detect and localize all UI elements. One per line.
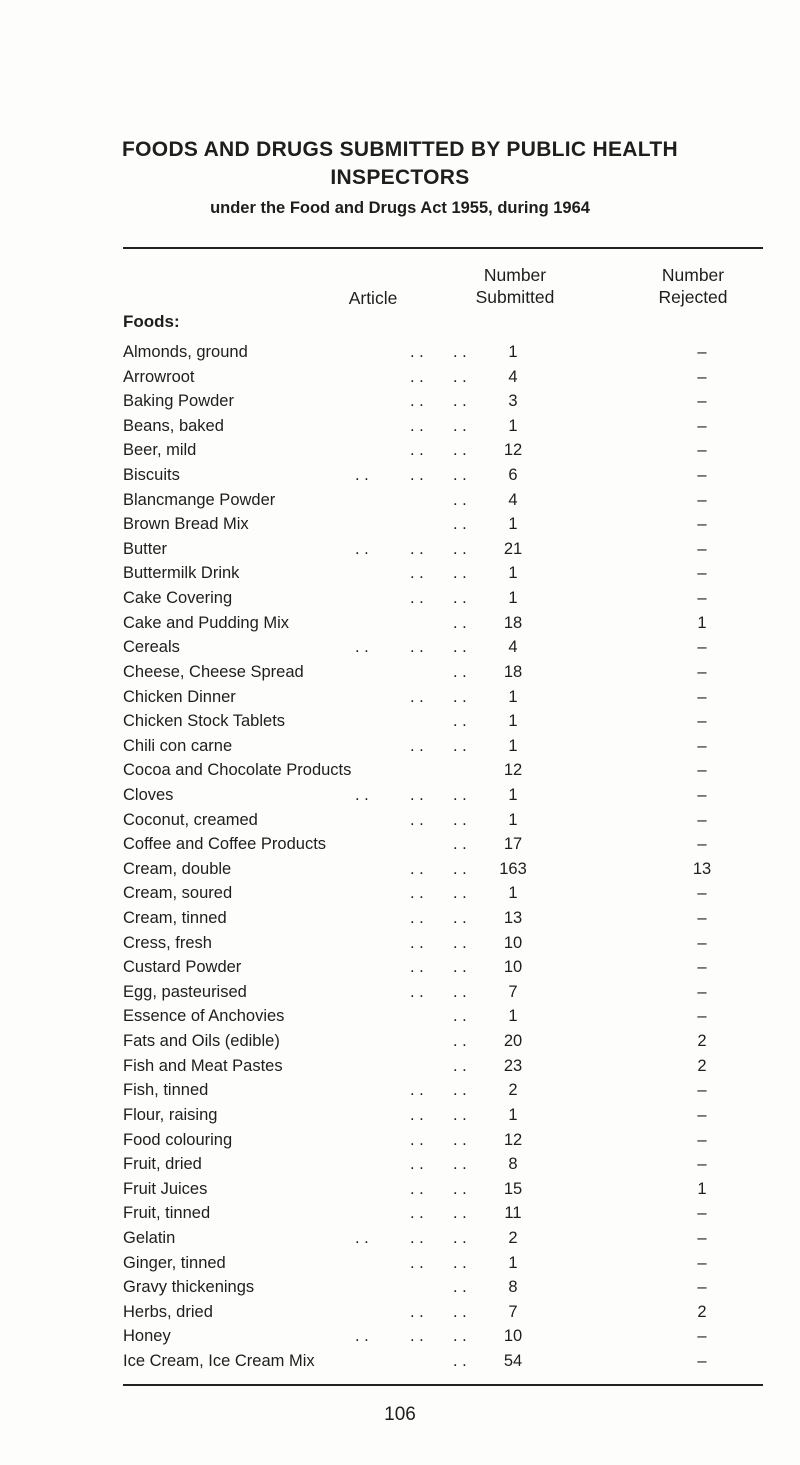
table-row — [0, 1276, 800, 1301]
submitted-count: 1 — [508, 687, 518, 706]
leader-dots: . . — [410, 1081, 424, 1100]
table-row — [0, 636, 800, 661]
leader-dots: . . — [453, 1179, 467, 1198]
rejected-count: – — [697, 1081, 707, 1100]
rejected-count: – — [697, 958, 707, 977]
leader-dots: . . — [453, 1278, 467, 1297]
section-label-foods: Foods: — [123, 312, 180, 331]
rejected-count: – — [697, 736, 707, 755]
article-name: Chili con carne — [123, 736, 233, 755]
rejected-count: – — [697, 441, 707, 460]
leader-dots: . . — [410, 1302, 424, 1321]
leader-dots: . . — [355, 1228, 369, 1247]
leader-dots: . . — [453, 1302, 467, 1321]
table-row — [0, 341, 800, 366]
submitted-column-header — [450, 264, 580, 308]
article-name: Cream, soured — [123, 884, 233, 903]
submitted-count: 163 — [499, 859, 527, 878]
leader-dots: . . — [453, 490, 467, 509]
leader-dots: . . — [453, 416, 467, 435]
submitted-count: 1 — [508, 884, 518, 903]
table-row — [0, 513, 800, 538]
table-row — [0, 1202, 800, 1227]
table-row — [0, 686, 800, 711]
leader-dots: . . — [453, 343, 467, 361]
submitted-count: 10 — [503, 1327, 523, 1346]
rejected-count: 1 — [697, 613, 707, 632]
leader-dots: . . — [410, 785, 424, 804]
submitted-count: 1 — [508, 736, 518, 755]
article-name: Baking Powder — [123, 392, 234, 411]
article-name: Fruit, dried — [123, 1155, 202, 1174]
leader-dots: . . — [453, 835, 467, 854]
table-row — [0, 882, 800, 907]
submitted-count: 21 — [503, 539, 523, 558]
table-row — [0, 907, 800, 932]
rejected-count: – — [697, 1351, 707, 1370]
table-row — [0, 858, 800, 883]
rejected-count: – — [697, 564, 707, 583]
submitted-count: 8 — [508, 1278, 518, 1297]
leader-dots: . . — [453, 785, 467, 804]
leader-dots: . . — [453, 613, 467, 632]
rejected-header-line-2: Rejected — [658, 287, 728, 307]
rejected-count: – — [697, 1155, 707, 1174]
table-row — [0, 1153, 800, 1178]
leader-dots: . . — [453, 392, 467, 411]
article-name: Cloves — [123, 785, 174, 804]
article-name: Egg, pasteurised — [123, 982, 247, 1001]
table-row — [0, 710, 800, 735]
submitted-count: 1 — [508, 810, 518, 829]
article-name: Cress, fresh — [123, 933, 212, 952]
table-row — [0, 1030, 800, 1055]
leader-dots: . . — [410, 933, 424, 952]
table-row — [0, 956, 800, 981]
rejected-count: 2 — [697, 1302, 707, 1321]
table-row — [0, 833, 800, 858]
rejected-column-header — [628, 264, 758, 308]
table-row — [0, 1227, 800, 1252]
rejected-count: – — [697, 367, 707, 386]
rejected-count: – — [697, 1204, 707, 1223]
leader-dots: . . — [453, 1032, 467, 1051]
rejected-count: – — [697, 712, 707, 731]
leader-dots: . . — [453, 564, 467, 583]
article-name: Coconut, creamed — [123, 810, 258, 829]
table-row — [0, 1005, 800, 1030]
submitted-count: 1 — [508, 1105, 518, 1124]
leader-dots: . . — [453, 712, 467, 731]
article-name: Herbs, dried — [123, 1302, 213, 1321]
rejected-count: – — [697, 662, 707, 681]
rejected-count: – — [697, 1130, 707, 1149]
submitted-count: 23 — [503, 1056, 523, 1075]
table-row — [0, 1178, 800, 1203]
leader-dots: . . — [453, 1253, 467, 1272]
article-name: Beer, mild — [123, 441, 197, 460]
leader-dots: . . — [453, 1228, 467, 1247]
leader-dots: . . — [410, 687, 424, 706]
rejected-count: – — [697, 416, 707, 435]
rejected-count: – — [697, 1253, 707, 1272]
article-name: Beans, baked — [123, 416, 224, 435]
leader-dots: . . — [410, 810, 424, 829]
leader-dots: . . — [453, 1081, 467, 1100]
bottom-rule — [123, 1384, 763, 1386]
leader-dots: . . — [410, 909, 424, 928]
rejected-count: – — [697, 1327, 707, 1346]
table-row — [0, 587, 800, 612]
submitted-count: 1 — [508, 785, 518, 804]
article-name: Buttermilk Drink — [123, 564, 240, 583]
leader-dots: . . — [410, 1228, 424, 1247]
article-name: Cream, double — [123, 859, 232, 878]
rejected-count: – — [697, 1228, 707, 1247]
submitted-count: 18 — [503, 662, 523, 681]
leader-dots: . . — [453, 687, 467, 706]
leader-dots: . . — [410, 1130, 424, 1149]
table-row — [0, 981, 800, 1006]
leader-dots: . . — [355, 638, 369, 657]
leader-dots: . . — [453, 958, 467, 977]
article-column-header: Article — [348, 288, 398, 308]
table-row — [0, 1129, 800, 1154]
article-name: Coffee and Coffee Products — [123, 835, 327, 854]
table-row — [0, 390, 800, 415]
leader-dots: . . — [453, 810, 467, 829]
table-row — [0, 366, 800, 391]
submitted-count: 1 — [508, 564, 518, 583]
article-name: Gravy thickenings — [123, 1278, 255, 1297]
leader-dots: . . — [355, 539, 369, 558]
table-row — [0, 439, 800, 464]
rejected-count: – — [697, 392, 707, 411]
article-name: Custard Powder — [123, 958, 242, 977]
leader-dots: . . — [410, 466, 424, 485]
article-name: Butter — [123, 539, 168, 558]
article-name: Cake Covering — [123, 589, 233, 608]
leader-dots: . . — [453, 736, 467, 755]
submitted-count: 4 — [508, 367, 518, 386]
leader-dots: . . — [453, 1351, 467, 1370]
table-row — [0, 932, 800, 957]
leader-dots: . . — [355, 785, 369, 804]
submitted-count: 4 — [508, 490, 518, 509]
submitted-header-line-2: Submitted — [475, 287, 555, 307]
leader-dots: . . — [453, 466, 467, 485]
table-row — [0, 1055, 800, 1080]
article-name: Chicken Dinner — [123, 687, 236, 706]
leader-dots: . . — [453, 662, 467, 681]
table-row — [0, 809, 800, 834]
leader-dots: . . — [453, 1056, 467, 1075]
submitted-count: 1 — [508, 343, 518, 361]
leader-dots: . . — [355, 1327, 369, 1346]
leader-dots: . . — [453, 367, 467, 386]
leader-dots: . . — [453, 1105, 467, 1124]
leader-dots: . . — [410, 1155, 424, 1174]
leader-dots: . . — [410, 367, 424, 386]
article-name: Almonds, ground — [123, 343, 248, 361]
submitted-count: 3 — [508, 392, 518, 411]
rejected-count: – — [697, 810, 707, 829]
leader-dots: . . — [453, 1327, 467, 1346]
leader-dots: . . — [453, 1204, 467, 1223]
submitted-count: 1 — [508, 712, 518, 731]
article-name: Brown Bread Mix — [123, 515, 249, 534]
rejected-count: – — [697, 884, 707, 903]
submitted-count: 1 — [508, 515, 518, 534]
table-row — [0, 1252, 800, 1277]
submitted-count: 11 — [504, 1204, 522, 1223]
leader-dots: . . — [453, 884, 467, 903]
submitted-count: 12 — [503, 761, 523, 780]
article-name: Blancmange Powder — [123, 490, 276, 509]
article-name: Ginger, tinned — [123, 1253, 226, 1272]
rejected-count: – — [697, 490, 707, 509]
leader-dots: . . — [410, 982, 424, 1001]
rejected-count: – — [697, 1278, 707, 1297]
submitted-count: 17 — [503, 835, 523, 854]
article-name: Cake and Pudding Mix — [123, 613, 290, 632]
leader-dots: . . — [453, 539, 467, 558]
rejected-count: – — [697, 343, 707, 361]
leader-dots: . . — [410, 859, 424, 878]
leader-dots: . . — [410, 1253, 424, 1272]
submitted-count: 8 — [508, 1155, 518, 1174]
table-row — [0, 759, 800, 784]
table-row — [0, 784, 800, 809]
submitted-count: 12 — [503, 1130, 523, 1149]
article-name: Cream, tinned — [123, 909, 227, 928]
rejected-count: – — [697, 1007, 707, 1026]
article-name: Biscuits — [123, 466, 180, 485]
leader-dots: . . — [410, 1105, 424, 1124]
article-name: Fruit, tinned — [123, 1204, 211, 1223]
leader-dots: . . — [453, 982, 467, 1001]
rejected-header-line-1: Number — [661, 265, 725, 285]
rejected-count: – — [697, 982, 707, 1001]
table-row — [0, 612, 800, 637]
leader-dots: . . — [453, 1155, 467, 1174]
leader-dots: . . — [410, 343, 424, 361]
submitted-count: 10 — [503, 933, 523, 952]
leader-dots: . . — [453, 1130, 467, 1149]
submitted-count: 1 — [508, 589, 518, 608]
leader-dots: . . — [410, 441, 424, 460]
leader-dots: . . — [410, 1179, 424, 1198]
rejected-count: – — [697, 515, 707, 534]
article-name: Fish, tinned — [123, 1081, 209, 1100]
page-title — [0, 136, 800, 192]
table-row — [0, 415, 800, 440]
table-row — [0, 735, 800, 760]
table-row — [0, 464, 800, 489]
article-name: Gelatin — [123, 1228, 176, 1247]
article-name: Essence of Anchovies — [123, 1007, 285, 1026]
rejected-count: – — [697, 687, 707, 706]
top-rule — [123, 247, 763, 249]
leader-dots: . . — [410, 564, 424, 583]
article-name: Fish and Meat Pastes — [123, 1056, 283, 1075]
submitted-count: 2 — [508, 1081, 518, 1100]
submitted-count: 6 — [508, 466, 518, 485]
foods-table — [0, 341, 800, 1375]
rejected-count: – — [697, 835, 707, 854]
leader-dots: . . — [410, 392, 424, 411]
submitted-count: 18 — [503, 613, 523, 632]
article-name: Fats and Oils (edible) — [123, 1032, 280, 1051]
submitted-count: 10 — [503, 958, 523, 977]
article-name: Cocoa and Chocolate Products — [123, 761, 352, 780]
leader-dots: . . — [453, 909, 467, 928]
leader-dots: . . — [453, 859, 467, 878]
table-row — [0, 661, 800, 686]
leader-dots: . . — [410, 736, 424, 755]
rejected-count: – — [697, 466, 707, 485]
article-name: Arrowroot — [123, 367, 195, 386]
title-line-2: INSPECTORS — [330, 166, 470, 189]
submitted-count: 1 — [508, 1253, 518, 1272]
article-name: Honey — [123, 1327, 171, 1346]
submitted-count: 13 — [503, 909, 523, 928]
page-number: 106 — [384, 1404, 416, 1425]
rejected-count: – — [697, 933, 707, 952]
table-row — [0, 1350, 800, 1375]
article-name: Cheese, Cheese Spread — [123, 662, 304, 681]
rejected-count: 2 — [697, 1032, 707, 1051]
leader-dots: . . — [453, 933, 467, 952]
leader-dots: . . — [453, 441, 467, 460]
article-name: Cereals — [123, 638, 180, 657]
table-row — [0, 562, 800, 587]
article-name: Ice Cream, Ice Cream Mix — [123, 1351, 315, 1370]
rejected-count: – — [697, 909, 707, 928]
article-name: Fruit Juices — [123, 1179, 208, 1198]
submitted-count: 54 — [503, 1351, 523, 1370]
submitted-count: 1 — [508, 416, 518, 435]
rejected-count: – — [697, 589, 707, 608]
submitted-count: 15 — [503, 1179, 523, 1198]
article-name: Food colouring — [123, 1130, 233, 1149]
submitted-header-line-1: Number — [483, 265, 547, 285]
table-row — [0, 1104, 800, 1129]
submitted-count: 12 — [503, 441, 523, 460]
rejected-count: – — [697, 638, 707, 657]
article-name: Chicken Stock Tablets — [123, 712, 286, 731]
submitted-count: 2 — [508, 1228, 518, 1247]
rejected-count: – — [697, 539, 707, 558]
rejected-count: 1 — [697, 1179, 707, 1198]
leader-dots: . . — [453, 1007, 467, 1026]
rejected-count: – — [697, 785, 707, 804]
leader-dots: . . — [410, 1204, 424, 1223]
leader-dots: . . — [453, 515, 467, 534]
leader-dots: . . — [410, 589, 424, 608]
table-row — [0, 489, 800, 514]
submitted-count: 7 — [508, 982, 518, 1001]
leader-dots: . . — [453, 589, 467, 608]
rejected-count: – — [697, 761, 707, 780]
leader-dots: . . — [410, 958, 424, 977]
table-row — [0, 538, 800, 563]
table-row — [0, 1325, 800, 1350]
submitted-count: 7 — [508, 1302, 518, 1321]
leader-dots: . . — [410, 416, 424, 435]
table-row — [0, 1301, 800, 1326]
article-name: Flour, raising — [123, 1105, 218, 1124]
rejected-count: 13 — [692, 859, 712, 878]
submitted-count: 1 — [508, 1007, 518, 1026]
page-subtitle: under the Food and Drugs Act 1955, during 1964 — [210, 199, 590, 217]
leader-dots: . . — [410, 638, 424, 657]
rejected-count: – — [697, 1105, 707, 1124]
rejected-count: 2 — [697, 1056, 707, 1075]
submitted-count: 20 — [503, 1032, 523, 1051]
leader-dots: . . — [410, 539, 424, 558]
leader-dots: . . — [453, 638, 467, 657]
table-row — [0, 1079, 800, 1104]
submitted-count: 4 — [508, 638, 518, 657]
leader-dots: . . — [410, 884, 424, 903]
leader-dots: . . — [355, 466, 369, 485]
title-line-1: FOODS AND DRUGS SUBMITTED BY PUBLIC HEALTH — [122, 138, 678, 161]
leader-dots: . . — [410, 1327, 424, 1346]
